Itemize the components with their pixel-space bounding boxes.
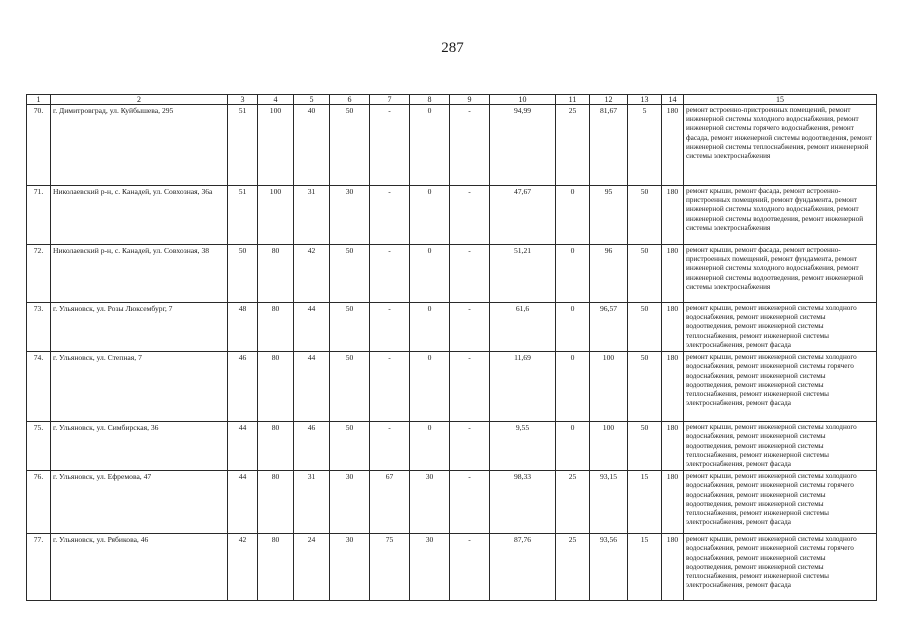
value-cell: 46 xyxy=(228,352,258,422)
value-cell: 50 xyxy=(628,352,662,422)
value-cell: 9,55 xyxy=(490,422,556,471)
value-cell: 180 xyxy=(662,422,684,471)
column-header: 2 xyxy=(51,95,228,105)
value-cell: - xyxy=(370,303,410,352)
value-cell: 51 xyxy=(228,105,258,186)
value-cell: 180 xyxy=(662,352,684,422)
value-cell: 30 xyxy=(410,471,450,534)
value-cell: 80 xyxy=(258,422,294,471)
value-cell: 44 xyxy=(228,422,258,471)
value-cell: 30 xyxy=(330,534,370,601)
value-cell: 11,69 xyxy=(490,352,556,422)
column-header: 3 xyxy=(228,95,258,105)
works-list-cell: ремонт крыши, ремонт инженерной системы холодного водоснабжения, ремонт инженерной системы водоотведения, ремонт инженерной системы теплоснабжения, ремонт инженерной системы электроснабжения, ремонт фасада xyxy=(684,303,877,352)
value-cell: 15 xyxy=(628,534,662,601)
column-header: 4 xyxy=(258,95,294,105)
value-cell: 42 xyxy=(228,534,258,601)
works-list-cell: ремонт крыши, ремонт инженерной системы холодного водоснабжения, ремонт инженерной системы водоотведения, ремонт инженерной системы теплоснабжения, ремонт инженерной системы электроснабжения, ремонт фасада xyxy=(684,422,877,471)
value-cell: 0 xyxy=(410,422,450,471)
works-list-cell: ремонт встроенно-пристроенных помещений, ремонт инженерной системы холодного водоснабжения, ремонт инженерной системы горячего водоснабжения, ремонт фасада, ремонт инженерной системы водоотведения, ремонт инженерной системы теплоснабжения, ремонт инженерной системы электроснабжения xyxy=(684,105,877,186)
row-number: 73. xyxy=(27,303,51,352)
value-cell: 46 xyxy=(294,422,330,471)
row-number: 72. xyxy=(27,245,51,303)
value-cell: 100 xyxy=(258,105,294,186)
value-cell: - xyxy=(450,534,490,601)
value-cell: 44 xyxy=(228,471,258,534)
value-cell: 80 xyxy=(258,303,294,352)
table-row xyxy=(27,471,877,534)
value-cell: - xyxy=(450,303,490,352)
value-cell: 0 xyxy=(556,422,590,471)
value-cell: 80 xyxy=(258,534,294,601)
column-header: 13 xyxy=(628,95,662,105)
value-cell: 0 xyxy=(556,352,590,422)
column-header: 11 xyxy=(556,95,590,105)
value-cell: 180 xyxy=(662,471,684,534)
table-row xyxy=(27,105,877,186)
column-header: 1 xyxy=(27,95,51,105)
value-cell: 30 xyxy=(410,534,450,601)
page-number: 287 xyxy=(441,40,464,56)
value-cell: 50 xyxy=(330,352,370,422)
address-cell: г. Ульяновск, ул. Симбирская, 36 xyxy=(51,422,228,471)
value-cell: 50 xyxy=(228,245,258,303)
column-header: 15 xyxy=(684,95,877,105)
value-cell: 0 xyxy=(410,303,450,352)
column-header: 7 xyxy=(370,95,410,105)
value-cell: 75 xyxy=(370,534,410,601)
value-cell: 94,99 xyxy=(490,105,556,186)
row-number: 70. xyxy=(27,105,51,186)
value-cell: 31 xyxy=(294,186,330,245)
value-cell: 42 xyxy=(294,245,330,303)
value-cell: 30 xyxy=(330,471,370,534)
works-list-cell: ремонт крыши, ремонт инженерной системы холодного водоснабжения, ремонт инженерной системы горячего водоснабжения, ремонт инженерной системы водоотведения, ремонт инженерной системы теплоснабжения, ремонт инженерной системы электроснабжения, ремонт фасада xyxy=(684,471,877,534)
value-cell: 80 xyxy=(258,471,294,534)
value-cell: 0 xyxy=(556,303,590,352)
value-cell: - xyxy=(450,105,490,186)
address-cell: Николаевский р-н, с. Канадей, ул. Совхозная, 36а xyxy=(51,186,228,245)
table-row xyxy=(27,534,877,601)
column-header: 5 xyxy=(294,95,330,105)
value-cell: 44 xyxy=(294,303,330,352)
value-cell: 180 xyxy=(662,245,684,303)
value-cell: - xyxy=(450,245,490,303)
address-cell: г. Ульяновск, ул. Степная, 7 xyxy=(51,352,228,422)
address-cell: г. Ульяновск, ул. Розы Люксембург, 7 xyxy=(51,303,228,352)
works-list-cell: ремонт крыши, ремонт инженерной системы холодного водоснабжения, ремонт инженерной системы горячего водоснабжения, ремонт инженерной системы водоотведения, ремонт инженерной системы теплоснабжения, ремонт инженерной системы электроснабжения, ремонт фасада xyxy=(684,534,877,601)
value-cell: 50 xyxy=(628,303,662,352)
column-header: 14 xyxy=(662,95,684,105)
value-cell: 5 xyxy=(628,105,662,186)
value-cell: 15 xyxy=(628,471,662,534)
value-cell: 0 xyxy=(410,186,450,245)
value-cell: 93,15 xyxy=(590,471,628,534)
value-cell: 100 xyxy=(258,186,294,245)
value-cell: 24 xyxy=(294,534,330,601)
value-cell: 180 xyxy=(662,534,684,601)
value-cell: 51 xyxy=(228,186,258,245)
value-cell: 80 xyxy=(258,245,294,303)
value-cell: 50 xyxy=(330,105,370,186)
value-cell: 25 xyxy=(556,105,590,186)
value-cell: 100 xyxy=(590,422,628,471)
value-cell: 98,33 xyxy=(490,471,556,534)
value-cell: 25 xyxy=(556,471,590,534)
value-cell: 48 xyxy=(228,303,258,352)
works-list-cell: ремонт крыши, ремонт инженерной системы холодного водоснабжения, ремонт инженерной системы горячего водоснабжения, ремонт инженерной системы водоотведения, ремонт инженерной системы теплоснабжения, ремонт инженерной системы электроснабжения, ремонт фасада xyxy=(684,352,877,422)
column-header: 6 xyxy=(330,95,370,105)
table-row xyxy=(27,186,877,245)
value-cell: - xyxy=(450,186,490,245)
address-cell: Николаевский р-н, с. Канадей, ул. Совхозная, 38 xyxy=(51,245,228,303)
value-cell: 40 xyxy=(294,105,330,186)
value-cell: 87,76 xyxy=(490,534,556,601)
value-cell: 100 xyxy=(590,352,628,422)
value-cell: - xyxy=(450,422,490,471)
value-cell: 0 xyxy=(410,105,450,186)
row-number: 71. xyxy=(27,186,51,245)
column-header: 8 xyxy=(410,95,450,105)
works-list-cell: ремонт крыши, ремонт фасада, ремонт встроенно-пристроенных помещений, ремонт фундамента, ремонт инженерной системы холодного водоснабжения, ремонт инженерной системы водоотведения, ремонт инженерной системы электроснабжения xyxy=(684,186,877,245)
value-cell: 61,6 xyxy=(490,303,556,352)
value-cell: 50 xyxy=(628,186,662,245)
value-cell: 51,21 xyxy=(490,245,556,303)
value-cell: 0 xyxy=(556,186,590,245)
value-cell: 50 xyxy=(330,303,370,352)
value-cell: 180 xyxy=(662,105,684,186)
repair-schedule-table xyxy=(26,94,877,601)
works-list-cell: ремонт крыши, ремонт фасада, ремонт встроенно-пристроенных помещений, ремонт фундамента, ремонт инженерной системы холодного водоснабжения, ремонт инженерной системы водоотведения, ремонт инженерной системы электроснабжения xyxy=(684,245,877,303)
column-header: 10 xyxy=(490,95,556,105)
value-cell: 81,67 xyxy=(590,105,628,186)
value-cell: 50 xyxy=(330,245,370,303)
table-row xyxy=(27,422,877,471)
value-cell: - xyxy=(370,105,410,186)
value-cell: 30 xyxy=(330,186,370,245)
row-number: 77. xyxy=(27,534,51,601)
value-cell: 47,67 xyxy=(490,186,556,245)
column-number-row xyxy=(27,95,877,105)
row-number: 76. xyxy=(27,471,51,534)
table-row xyxy=(27,303,877,352)
row-number: 74. xyxy=(27,352,51,422)
value-cell: 50 xyxy=(628,422,662,471)
value-cell: 50 xyxy=(628,245,662,303)
value-cell: 0 xyxy=(556,245,590,303)
value-cell: 93,56 xyxy=(590,534,628,601)
address-cell: г. Димитровград, ул. Куйбышева, 295 xyxy=(51,105,228,186)
value-cell: - xyxy=(370,186,410,245)
value-cell: 0 xyxy=(410,352,450,422)
value-cell: 44 xyxy=(294,352,330,422)
row-number: 75. xyxy=(27,422,51,471)
value-cell: 31 xyxy=(294,471,330,534)
table-row xyxy=(27,245,877,303)
address-cell: г. Ульяновск, ул. Рябикова, 46 xyxy=(51,534,228,601)
value-cell: - xyxy=(450,471,490,534)
value-cell: 0 xyxy=(410,245,450,303)
value-cell: 96 xyxy=(590,245,628,303)
column-header: 12 xyxy=(590,95,628,105)
table-row xyxy=(27,352,877,422)
value-cell: 95 xyxy=(590,186,628,245)
value-cell: - xyxy=(370,422,410,471)
value-cell: - xyxy=(450,352,490,422)
value-cell: 96,57 xyxy=(590,303,628,352)
value-cell: 50 xyxy=(330,422,370,471)
value-cell: - xyxy=(370,245,410,303)
value-cell: 180 xyxy=(662,303,684,352)
value-cell: 25 xyxy=(556,534,590,601)
value-cell: - xyxy=(370,352,410,422)
value-cell: 180 xyxy=(662,186,684,245)
address-cell: г. Ульяновск, ул. Ефремова, 47 xyxy=(51,471,228,534)
column-header: 9 xyxy=(450,95,490,105)
value-cell: 80 xyxy=(258,352,294,422)
value-cell: 67 xyxy=(370,471,410,534)
